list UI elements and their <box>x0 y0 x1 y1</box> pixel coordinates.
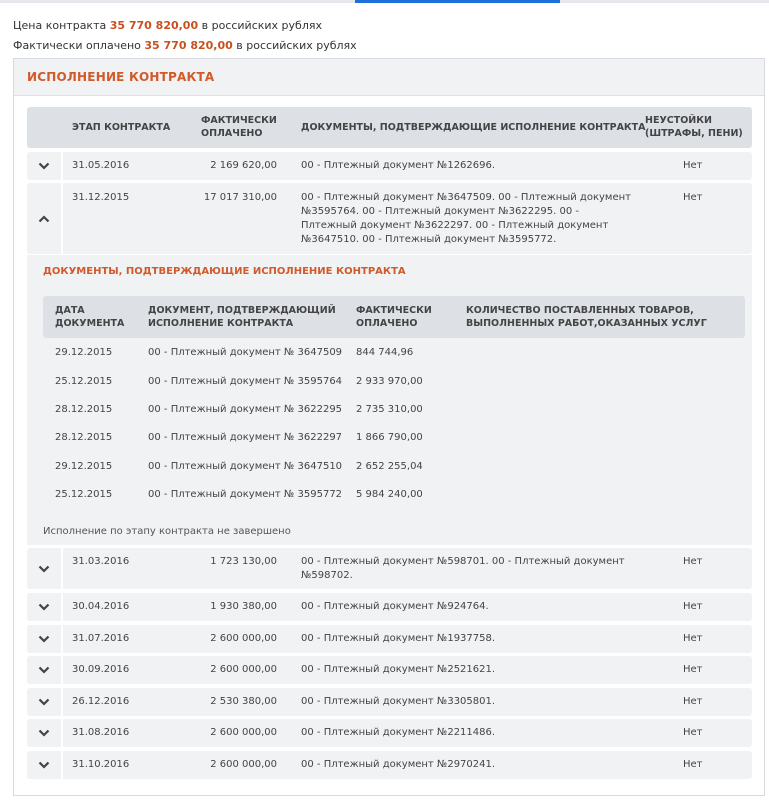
stage-penalty: Нет <box>683 633 703 644</box>
details-paid: 2 652 255,04 <box>356 461 423 472</box>
stage-penalty: Нет <box>683 759 703 770</box>
paid-line <box>13 39 357 52</box>
contract-price-label: Цена контракта <box>13 19 107 32</box>
details-paid: 5 984 240,00 <box>356 489 423 500</box>
panel-title: ИСПОЛНЕНИЕ КОНТРАКТА <box>14 59 764 96</box>
stage-docs: 00 - Плтежный документ №2521621. <box>301 664 496 675</box>
expand-toggle[interactable] <box>27 751 63 779</box>
stage-status-note: Исполнение по этапу контракта не завершено <box>43 526 291 537</box>
stage-row[interactable] <box>27 593 752 621</box>
stage-sum: 1 930 380,00 <box>210 601 277 612</box>
stage-row[interactable] <box>27 152 752 180</box>
stage-sum: 17 017 310,00 <box>203 192 277 203</box>
stage-docs: 00 - Плтежный документ №2970241. <box>301 759 496 770</box>
chevron-down-icon <box>38 162 50 170</box>
stage-date: 30.09.2016 <box>72 664 130 675</box>
stage-row[interactable] <box>27 656 752 684</box>
chevron-down-icon <box>38 729 50 737</box>
stage-date: 31.05.2016 <box>72 160 130 171</box>
expand-toggle[interactable] <box>27 625 63 653</box>
expand-toggle[interactable] <box>27 593 63 621</box>
stage-date: 31.08.2016 <box>72 727 130 738</box>
details-doc: 00 - Плтежный документ № 3595772 <box>148 489 343 500</box>
details-header-date: ДАТА ДОКУМЕНТА <box>55 305 125 329</box>
details-date: 25.12.2015 <box>55 376 113 387</box>
stage-row-expanded[interactable] <box>27 183 752 254</box>
stage-docs: 00 - Плтежный документ №2211486. <box>301 727 496 738</box>
details-doc: 00 - Плтежный документ № 3622295 <box>148 404 343 415</box>
stage-docs: 00 - Плтежный документ №1262696. <box>301 160 496 171</box>
stage-penalty: Нет <box>683 727 703 738</box>
stage-sum: 1 723 130,00 <box>210 556 277 567</box>
stage-docs: 00 - Плтежный документ №924764. <box>301 601 489 612</box>
header-docs: ДОКУМЕНТЫ, ПОДТВЕРЖДАЮЩИЕ ИСПОЛНЕНИЕ КОНТРАКТА <box>301 122 646 133</box>
stage-sum: 2 169 620,00 <box>210 160 277 171</box>
details-paid: 2 735 310,00 <box>356 404 423 415</box>
paid-value: 35 770 820,00 <box>144 39 233 52</box>
collapse-toggle[interactable] <box>27 183 63 254</box>
expand-toggle[interactable] <box>27 719 63 747</box>
contract-price-suffix: в российских рублях <box>201 19 322 32</box>
stage-date: 31.10.2016 <box>72 759 130 770</box>
tab-underline <box>0 0 769 3</box>
stage-details <box>27 255 752 545</box>
details-doc: 00 - Плтежный документ № 3647510 <box>148 461 343 472</box>
chevron-down-icon <box>38 761 50 769</box>
header-paid: ФАКТИЧЕСКИ ОПЛАЧЕНО <box>201 115 277 139</box>
header-penalties: НЕУСТОЙКИ (ШТРАФЫ, ПЕНИ) <box>645 115 743 139</box>
stage-row[interactable] <box>27 548 752 589</box>
stage-penalty: Нет <box>683 160 703 171</box>
stage-docs: 00 - Плтежный документ №3305801. <box>301 696 496 707</box>
details-header-doc: ДОКУМЕНТ, ПОДТВЕРЖДАЮЩИЙ ИСПОЛНЕНИЕ КОНТРАКТА <box>148 305 336 329</box>
paid-suffix: в российских рублях <box>236 39 357 52</box>
expand-toggle[interactable] <box>27 548 63 589</box>
stage-penalty: Нет <box>683 601 703 612</box>
chevron-down-icon <box>38 603 50 611</box>
details-date: 29.12.2015 <box>55 347 113 358</box>
stage-penalty: Нет <box>683 664 703 675</box>
chevron-down-icon <box>38 698 50 706</box>
stage-docs: 00 - Плтежный документ №3647509. 00 - Плтежный документ №3595764. 00 - Плтежный документ №3622295. 00 - Плтежный документ №3622297. 00 - Плтежный документ №3647510. 00 - Плтежный документ №3595772. <box>301 192 631 245</box>
details-table-header <box>43 296 745 338</box>
expand-toggle[interactable] <box>27 152 63 180</box>
details-doc: 00 - Плтежный документ № 3595764 <box>148 376 343 387</box>
stage-row[interactable] <box>27 751 752 779</box>
stage-date: 26.12.2016 <box>72 696 130 707</box>
stage-row[interactable] <box>27 688 752 716</box>
details-paid: 844 744,96 <box>356 347 414 358</box>
stage-docs: 00 - Плтежный документ №598701. 00 - Плтежный документ №598702. <box>301 556 625 581</box>
chevron-down-icon <box>38 635 50 643</box>
details-header-paid: ФАКТИЧЕСКИ ОПЛАЧЕНО <box>356 305 432 329</box>
details-doc: 00 - Плтежный документ № 3647509 <box>148 347 343 358</box>
chevron-down-icon <box>38 666 50 674</box>
expand-toggle[interactable] <box>27 656 63 684</box>
contract-execution-panel <box>13 58 765 796</box>
execution-table-header <box>27 107 752 148</box>
stage-penalty: Нет <box>683 556 703 567</box>
details-paid: 1 866 790,00 <box>356 432 423 443</box>
chevron-down-icon <box>38 565 50 573</box>
expand-toggle[interactable] <box>27 688 63 716</box>
details-date: 25.12.2015 <box>55 489 113 500</box>
contract-price-line <box>13 19 322 32</box>
details-title: ДОКУМЕНТЫ, ПОДТВЕРЖДАЮЩИЕ ИСПОЛНЕНИЕ КОНТРАКТА <box>43 266 406 277</box>
details-doc: 00 - Плтежный документ № 3622297 <box>148 432 343 443</box>
active-tab-indicator <box>355 0 560 3</box>
chevron-up-icon <box>38 215 50 223</box>
contract-price-value: 35 770 820,00 <box>109 19 199 32</box>
stage-penalty: Нет <box>683 192 703 203</box>
paid-label: Фактически оплачено <box>13 39 141 52</box>
stage-sum: 2 530 380,00 <box>210 696 277 707</box>
stage-penalty: Нет <box>683 696 703 707</box>
stage-docs: 00 - Плтежный документ №1937758. <box>301 633 496 644</box>
stage-row[interactable] <box>27 719 752 747</box>
stage-sum: 2 600 000,00 <box>210 633 277 644</box>
details-date: 28.12.2015 <box>55 404 113 415</box>
stage-sum: 2 600 000,00 <box>210 759 277 770</box>
stage-date: 31.07.2016 <box>72 633 130 644</box>
details-date: 29.12.2015 <box>55 461 113 472</box>
stage-sum: 2 600 000,00 <box>210 727 277 738</box>
details-header-qty: КОЛИЧЕСТВО ПОСТАВЛЕННЫХ ТОВАРОВ, ВЫПОЛНЕННЫХ РАБОТ,ОКАЗАННЫХ УСЛУГ <box>466 305 707 329</box>
stage-sum: 2 600 000,00 <box>210 664 277 675</box>
header-stage: ЭТАП КОНТРАКТА <box>72 122 171 133</box>
stage-date: 30.04.2016 <box>72 601 130 612</box>
details-paid: 2 933 970,00 <box>356 376 423 387</box>
details-date: 28.12.2015 <box>55 432 113 443</box>
stage-row[interactable] <box>27 625 752 653</box>
stage-date: 31.12.2015 <box>72 192 130 203</box>
stage-date: 31.03.2016 <box>72 556 130 567</box>
